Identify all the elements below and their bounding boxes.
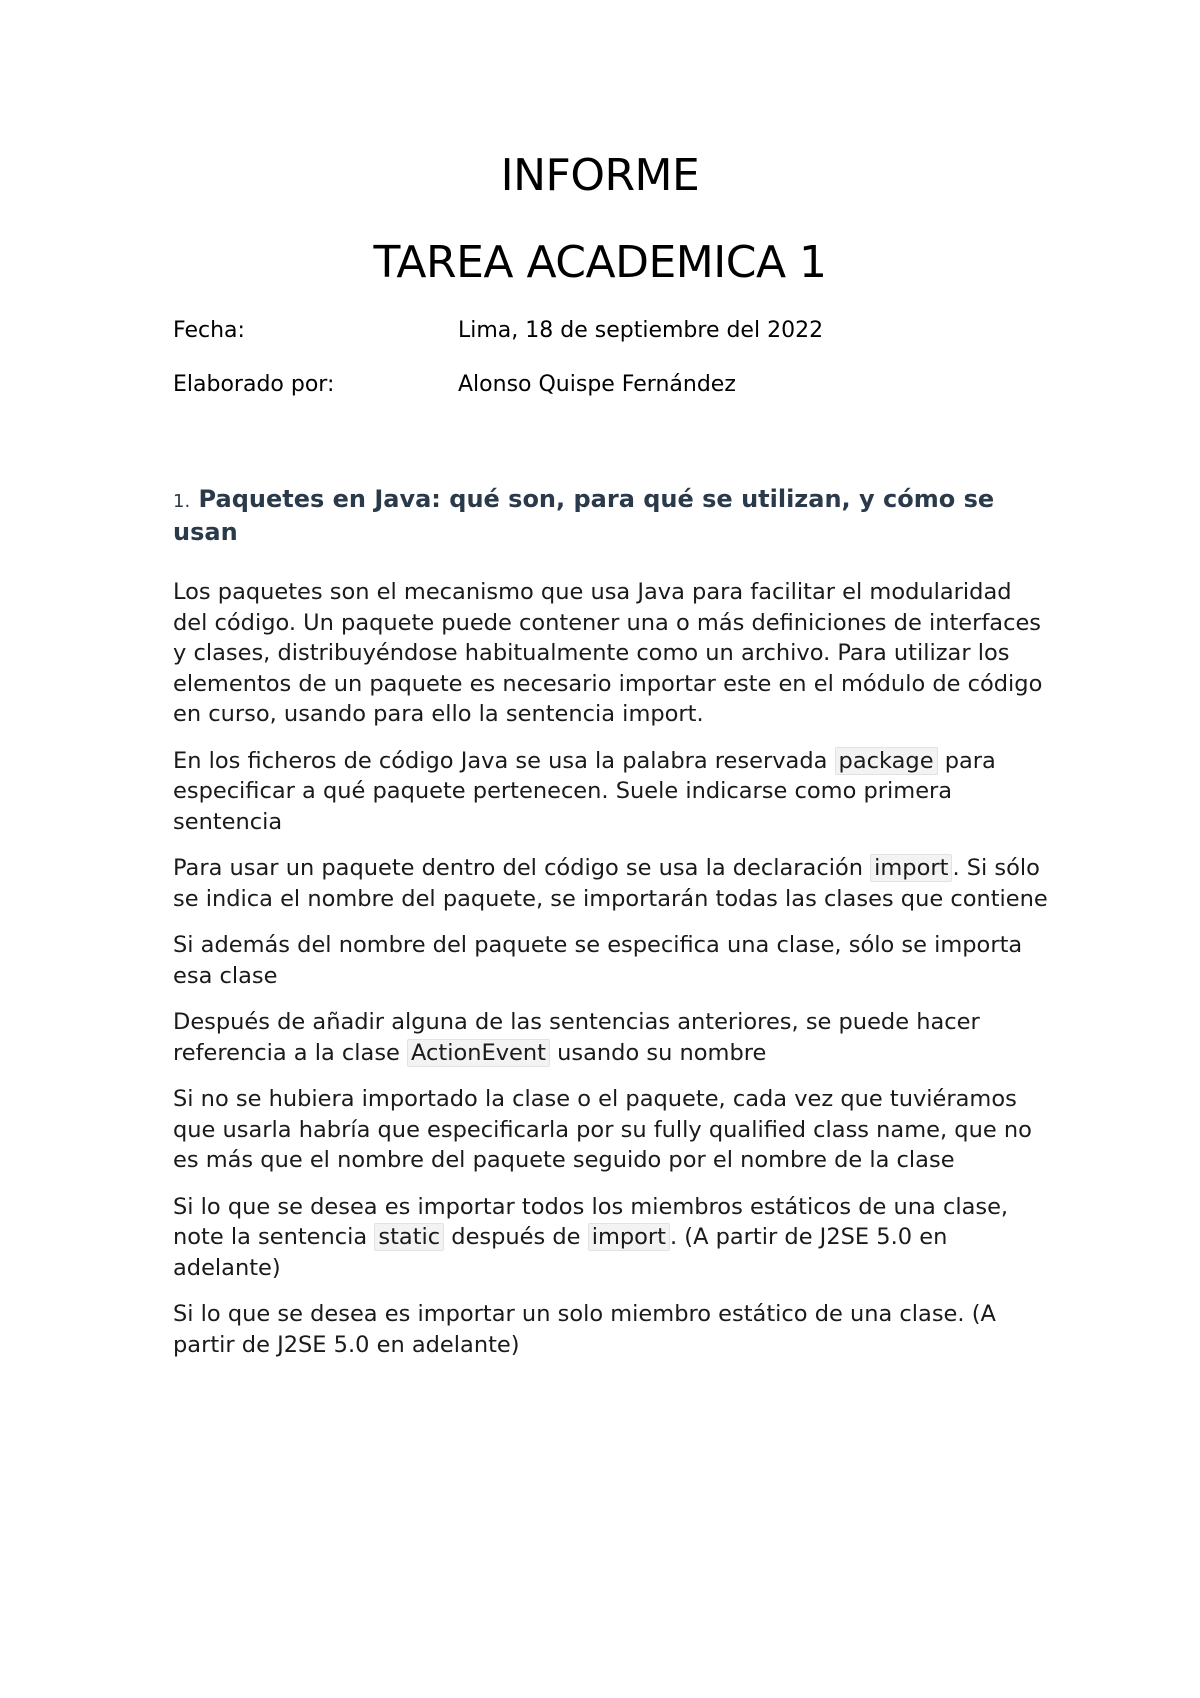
paragraph (173, 1007, 1053, 1068)
inline-code: static (374, 1223, 444, 1251)
paragraph-text: para especificar a qué paquete pertenecen. Suele indicarse como primera sentencia (173, 747, 996, 835)
paragraph (173, 1084, 1053, 1176)
inline-code: import (588, 1223, 670, 1251)
paragraph (173, 1192, 1053, 1284)
paragraph-text: usando su nombre (549, 1039, 767, 1066)
date-value: Lima, 18 de septiembre del 2022 (458, 318, 824, 343)
paragraph (173, 746, 1053, 838)
paragraph-text: Si lo que se desea es importar todos los miembros estáticos de una clase, note la sentencia (173, 1193, 1009, 1250)
paragraph (173, 930, 1053, 991)
paragraph (173, 577, 1053, 730)
paragraph (173, 853, 1053, 914)
document-title: INFORME (500, 150, 700, 201)
inline-code: import (870, 854, 952, 882)
inline-code: ActionEvent (407, 1039, 550, 1067)
paragraph-text: Si además del nombre del paquete se especifica una clase, sólo se importa esa clase (173, 932, 1023, 989)
paragraph-text: Si no se hubiera importado la clase o el paquete, cada vez que tuviéramos que usarla habría que especificarla por su fully qualified class name, que no es más que el nombre del paquete seguido por el nombre de la clase (173, 1086, 1032, 1173)
document-subtitle: TAREA ACADEMICA 1 (373, 237, 827, 288)
inline-code: package (835, 747, 938, 775)
paragraph-text: En los ficheros de código Java se usa la palabra reservada (173, 747, 835, 774)
date-row (173, 318, 1073, 352)
paragraph-text: Para usar un paquete dentro del código se usa la declaración (173, 855, 871, 881)
document-body (173, 577, 1053, 1376)
section-heading (173, 484, 1033, 548)
paragraph (173, 1299, 1053, 1360)
section-number: 1. (173, 491, 191, 512)
paragraph-text: . (A partir de J2SE 5.0 en adelante) (173, 1224, 948, 1281)
paragraph-text: después de (444, 1224, 588, 1250)
author-row (173, 372, 1073, 406)
paragraph-text: Después de añadir alguna de las sentencias anteriores, se puede hacer referencia a la clase (173, 1009, 980, 1066)
author-value: Alonso Quispe Fernández (458, 372, 736, 397)
author-label: Elaborado por: (173, 372, 335, 397)
section-title: Paquetes en Java: qué son, para qué se utilizan, y cómo se usan (173, 485, 995, 546)
date-label: Fecha: (173, 318, 245, 343)
paragraph-text: Los paquetes son el mecanismo que usa Java para facilitar el modularidad del código. Un paquete puede contener una o más definiciones de interfaces y clases, distribuyéndose habitualmente como un archivo. Para utilizar los elementos de un paquete es necesario importar este en el módulo de código en curso, usando para ello la sentencia import. (173, 579, 1043, 727)
paragraph-text: Si lo que se desea es importar un solo miembro estático de una clase. (A partir de J2SE 5.0 en adelante) (173, 1301, 996, 1358)
paragraph-text: . Si sólo se indica el nombre del paquete, se importarán todas las clases que contiene (173, 855, 1048, 912)
